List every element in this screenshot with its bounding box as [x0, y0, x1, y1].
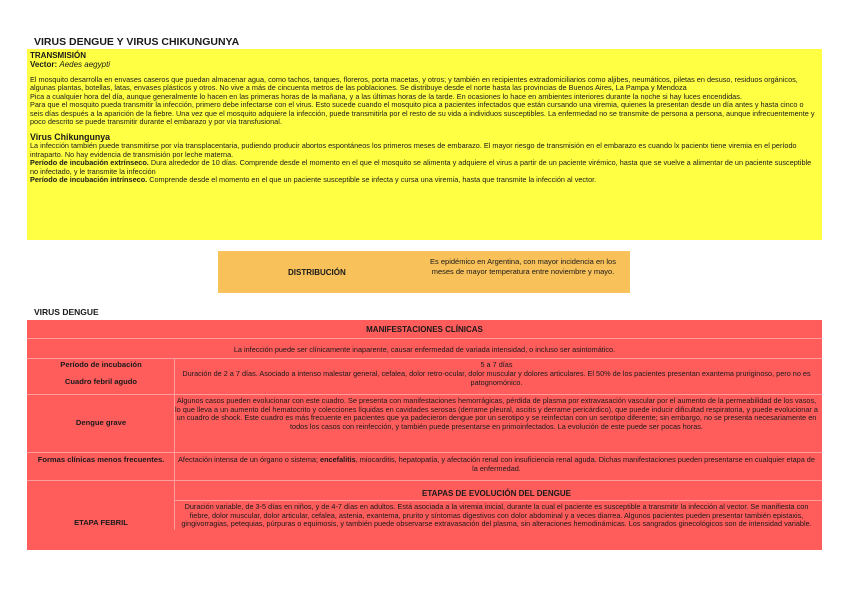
divider	[27, 480, 822, 481]
chikungunya-heading: Virus Chikungunya	[30, 132, 111, 143]
manifestations-intro: La infección puede ser clínicamente inaparente, causar enfermedad de variada intensidad, o incluso ser asintomático.	[233, 345, 616, 354]
severe-dengue-text: Algunos casos pueden evolucionar con este cuadro. Se presenta con manifestaciones hemorrágicas, pérdida de plasma por extravasación vascular por el aumento de la permeabilidad de los vasos, lo que lleva a un aumento del hematocrito y colecciones líquidas en cavidades serosas (derrame pleural, ascitis y derrame pericárdico), que puede inducir dificultad respiratoria, y puede evolucionar a un cuadro de shock. Este cuadro es más frecuente en pacientes que ya padecieron dengue por un serotipo y se reinfectan con un serotipo diferente; sin embargo, no se presenta necesariamente en todos los casos con reinfección, y también puede presentarse en primoinfectados. La evolución de este puede ser pocas horas.	[175, 396, 818, 431]
distribution-box	[218, 251, 630, 293]
transmission-heading: TRANSMISIÓN	[30, 51, 86, 60]
dengue-section-title: VIRUS DENGUE	[34, 307, 99, 317]
chikungunya-paragraph: La infección también puede transmitirse por vía transplacentaria, pudiendo producir abortos espontáneos los primeros meses de embarazo. El mayor riesgo de transmisión en el embarazo es cuando lx pacientx tiene viremia en el período intraparto. No hay evidencia de transmisión por leche materna.	[30, 141, 797, 159]
manifestations-header: MANIFESTACIONES CLÍNICAS	[366, 325, 483, 334]
stages-header: ETAPAS DE EVOLUCIÓN DEL DENGUE	[422, 489, 571, 498]
febrile-stage-label: ETAPA FEBRIL	[74, 518, 128, 527]
extrinsic-label: Período de incubación extrínseco.	[30, 158, 149, 168]
vector-value: Aedes aegypti	[59, 60, 111, 69]
intrinsic-incubation	[30, 176, 818, 184]
divider	[27, 338, 822, 339]
rare-forms-label: Formas clínicas menos frecuentes.	[37, 455, 165, 464]
severe-dengue-label: Dengue grave	[75, 418, 127, 427]
transmission-paragraph-3: Para que el mosquito pueda transmitir la infección, primero debe infectarse con el virus. Esto sucede cuando el mosquito pica a pacientes infectados que están cursando una viremia, quienes la presentan desde un día antes y hasta cinco o seis días después a la aparición de la fiebre. Una vez que el mosquito adquiere la infección, puede transmitirla por el resto de su vida a individuos susceptibles. La enfermedad no se transmite de persona a persona, aunque infrecuentemente y poco descrito se puede transmitir durante el embarazo y por vía transfusional.	[30, 100, 815, 127]
febrile-text: Duración de 2 a 7 días. Asociado a intenso malestar general, cefalea, dolor retro-ocular, dolor muscular y dolores articulares. El 50% de los pacientes presentan exantema pruriginoso, pero no es patognomónico.	[182, 369, 811, 387]
dengue-table	[27, 320, 822, 550]
transmission-box	[27, 49, 822, 240]
febrile-label: Cuadro febril agudo	[64, 377, 138, 386]
document-title: VIRUS DENGUE Y VIRUS CHIKUNGUNYA	[34, 36, 240, 48]
intrinsic-label: Período de incubación intrínseco.	[30, 175, 148, 185]
distribution-label: DISTRIBUCIÓN	[288, 268, 346, 277]
rare-forms-text	[175, 456, 818, 473]
transmission-paragraph-1: El mosquito desarrolla en envases caseros que puedan almacenar agua, como tachos, tanques, floreros, porta macetas, y otros; y también en recipientes extradomiciliarios como aljibes, neumáticos, piletas en desuso, residuos orgánicos, algunas plantas, botellas, latas, envases plásticos y otros. No vive a más de cincuenta metros de las poblaciones. Se distribuye desde el norte hasta las provincias de Buenos Aires, La Pampa y Mendoza	[30, 75, 798, 93]
divider	[27, 452, 822, 453]
divider	[175, 500, 822, 501]
extrinsic-text: Dura alrededor de 10 días. Comprende desde el momento en el que el mosquito se alimenta y adquiere el virus a partir de un paciente virémico, hasta que se vuelve a alimentar de un paciente susceptible no infectado, y le transmite la infección	[30, 158, 812, 176]
incubation-label: Período de incubación	[60, 360, 142, 369]
febrile-stage-text: Duración variable, de 3-5 días en niños, y de 4-7 días en adultos. Está asociada a la viremia inicial, durante la cual el paciente es susceptible a transmitir la infección al vector. Se manifiesta con fiebre, dolor muscular, dolor articular, cefalea, astenia, exantema, prurito y síntomas digestivos con dolor abdominal y a veces diarrea. Algunos pacientes pueden presentar también epistaxis, gingivorragias, petequias, púrpuras o equimosis, y también puede observarse extravasación del plasma, sin alteraciones hemodinámicas. Los sangrados ginecológicos son de intensidad variable.	[181, 502, 812, 529]
transmission-paragraph-2: Pica a cualquier hora del día, aunque generalmente lo hacen en las primeras horas de la mañana, y a las últimas horas de la tarde. En ocasiones lo hace en ambientes interiores durante la noche si hay luces encendidas.	[30, 91, 742, 101]
rare-forms-pre: Afectación intensa de un órgano o sistema;	[178, 455, 321, 464]
extrinsic-incubation	[30, 159, 818, 176]
incubation-value: 5 a 7 días	[480, 360, 513, 369]
divider	[27, 394, 822, 395]
vector-line	[30, 60, 818, 69]
intrinsic-text: Comprende desde el momento en el que un paciente susceptible se infecta y cursa una viremia, hasta que transmite la infección al vector.	[147, 175, 597, 185]
vector-label: Vector:	[30, 60, 58, 69]
distribution-text: Es epidémico en Argentina, con mayor incidencia en los meses de mayor temperatura entre noviembre y mayo.	[430, 257, 616, 276]
rare-forms-bold: encefalitis	[320, 455, 356, 464]
rare-forms-post: , miocarditis, hepatopatía, y afectación renal con insuficiencia renal aguda. Dichas manifestaciones pueden presentarse en cualquier etapa de la enfermedad.	[355, 455, 815, 473]
divider	[27, 358, 822, 359]
